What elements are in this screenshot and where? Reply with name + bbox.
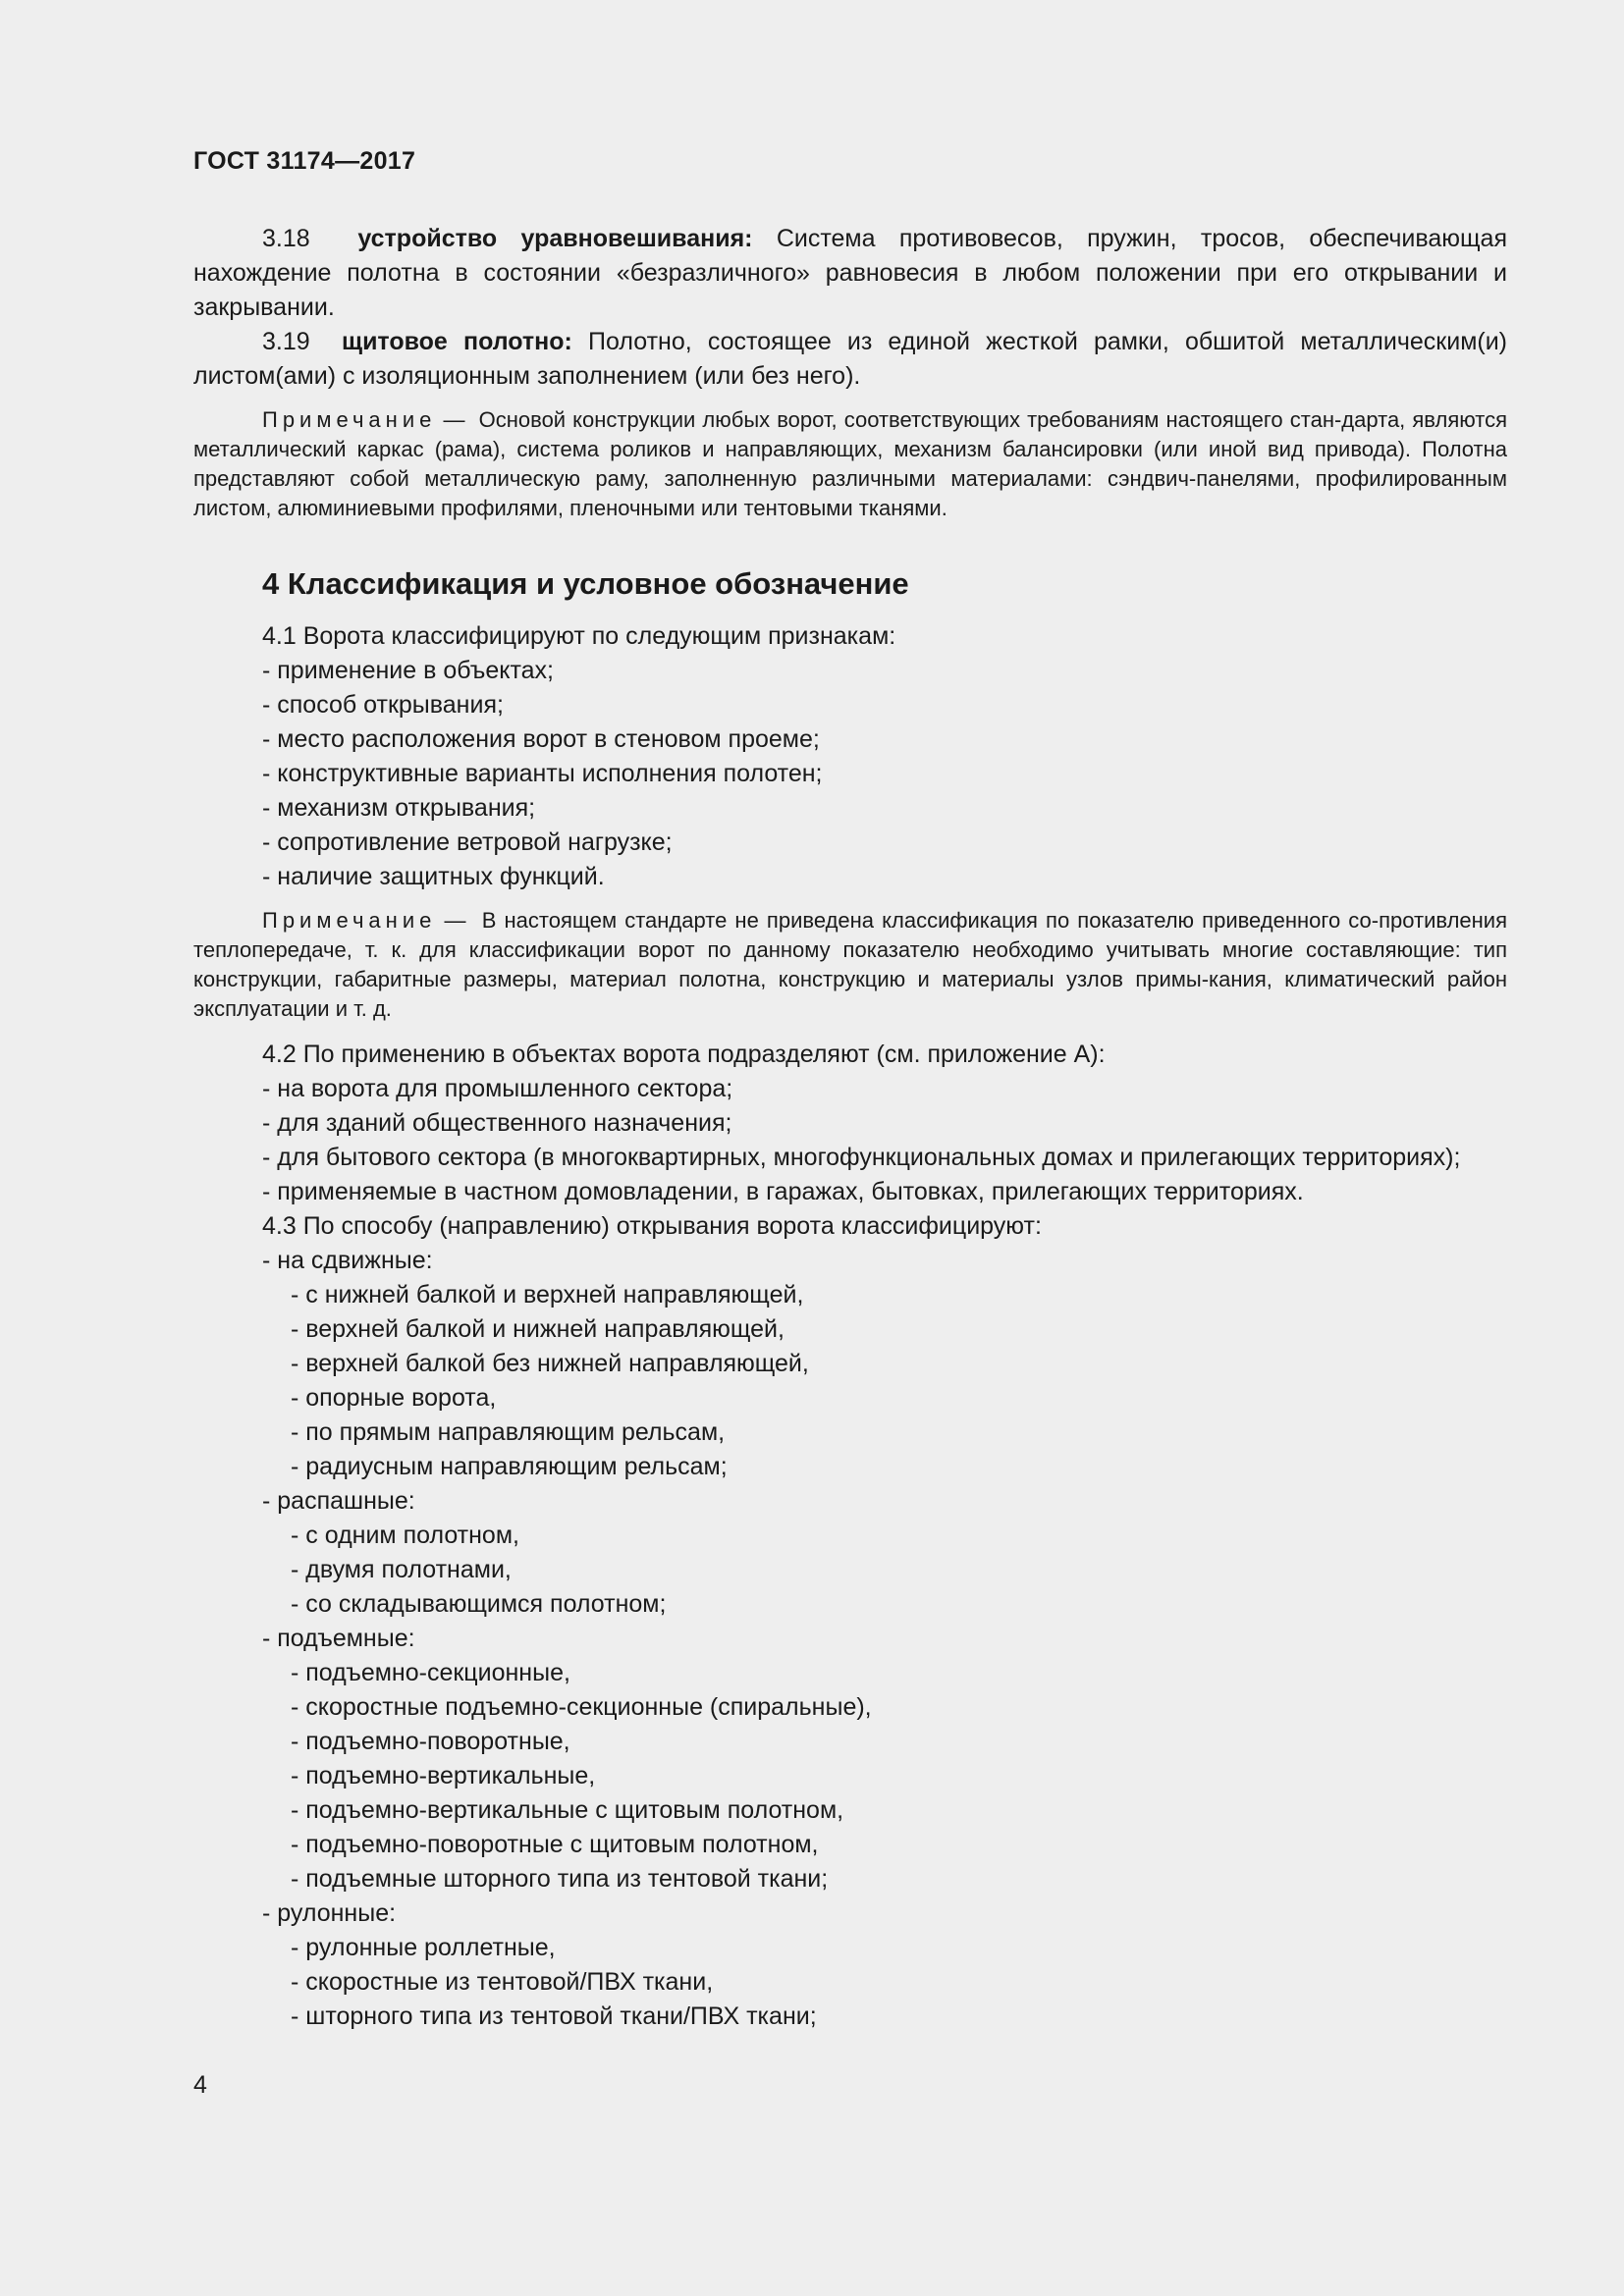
document-header: ГОСТ 31174—2017 xyxy=(193,147,416,175)
list-item: - конструктивные варианты исполнения полотен; xyxy=(262,760,823,787)
sub-list-item: - подъемно-вертикальные, xyxy=(291,1762,596,1789)
swing-gates-label: - распашные: xyxy=(262,1487,415,1515)
clause-term: устройство уравновешивания: xyxy=(357,225,753,252)
note-label: Примечание xyxy=(262,908,437,933)
sub-list-item: - скоростные подъемно-секционные (спиральные), xyxy=(291,1693,872,1721)
clause-text: Система противовесов, пружин, тросов, обеспечивающая нахождение полотна в состоянии «безразличного» равновесия в любом положении при его открывании и закрывании. xyxy=(193,225,1507,321)
sub-list-item: - шторного типа из тентовой ткани/ПВХ ткани; xyxy=(291,2002,817,2030)
note-2 xyxy=(193,906,1507,1024)
sub-list-item: - радиусным направляющим рельсам; xyxy=(291,1453,728,1480)
clause-4-1-intro: 4.1 Ворота классифицируют по следующим признакам: xyxy=(262,622,896,650)
sub-list-item: - с нижней балкой и верхней направляющей, xyxy=(291,1281,804,1308)
sub-list-item: - подъемно-секционные, xyxy=(291,1659,570,1686)
sub-list-item: - верхней балкой и нижней направляющей, xyxy=(291,1315,785,1343)
list-item: - сопротивление ветровой нагрузке; xyxy=(262,828,673,856)
sub-list-item: - подъемно-вертикальные с щитовым полотном, xyxy=(291,1796,844,1824)
clause-text: Полотно, состоящее из единой жесткой рамки, обшитой металлическим(и) листом(ами) с изоляционным заполнением (или без него). xyxy=(193,328,1507,390)
list-item: - применяемые в частном домовладении, в гаражах, бытовках, прилегающих территориях. xyxy=(262,1178,1304,1205)
list-item: - наличие защитных функций. xyxy=(262,863,605,890)
note-1 xyxy=(193,405,1507,523)
sub-list-item: - подъемно-поворотные с щитовым полотном, xyxy=(291,1831,819,1858)
sub-list-item: - подъемно-поворотные, xyxy=(291,1728,570,1755)
clause-4-2-intro: 4.2 По применению в объектах ворота подразделяют (см. приложение А): xyxy=(262,1041,1106,1068)
list-item: - для зданий общественного назначения; xyxy=(262,1109,732,1137)
list-item: - для бытового сектора (в многоквартирных, многофункциональных домах и прилегающих территориях); xyxy=(262,1144,1461,1171)
sub-list-item: - подъемные шторного типа из тентовой ткани; xyxy=(291,1865,829,1893)
clause-number: 3.18 xyxy=(262,225,310,252)
sub-list-item: - со складывающимся полотном; xyxy=(291,1590,667,1618)
lifting-gates-label: - подъемные: xyxy=(262,1625,415,1652)
sub-list-item: - опорные ворота, xyxy=(291,1384,497,1412)
section-4-title: 4 Классификация и условное обозначение xyxy=(262,566,909,601)
roller-gates-label: - рулонные: xyxy=(262,1899,397,1927)
clause-4-1-list xyxy=(193,654,1507,894)
note-label: Примечание xyxy=(262,407,437,432)
clause-3-18 xyxy=(193,222,1507,325)
clause-4-3-intro: 4.3 По способу (направлению) открывания ворота классифицируют: xyxy=(262,1212,1042,1240)
note-text: Основой конструкции любых ворот, соответствующих требованиям настоящего стан-дарта, являются металлический каркас (рама), система роликов и направляющих, механизм балансировки (или иной вид привода). Полотна представляют собой металлическую раму, заполненную различными материалами: сэндвич-панелями, профилированным листом, алюминиевыми профилями, пленочными или тентовыми тканями. xyxy=(193,407,1507,520)
clause-term: щитовое полотно: xyxy=(341,328,572,355)
note-text: В настоящем стандарте не приведена классификация по показателю приведенного со-противления теплопередаче, т. к. для классификации ворот по данному показателю необходимо учитывать многие составляющие: тип конструкции, габаритные размеры, материал полотна, конструкцию и материалы узлов примы-кания, климатический район эксплуатации и т. д. xyxy=(193,908,1507,1021)
sub-list-item: - двумя полотнами, xyxy=(291,1556,512,1583)
sub-list-item: - верхней балкой без нижней направляющей, xyxy=(291,1350,809,1377)
sub-list-item: - скоростные из тентовой/ПВХ ткани, xyxy=(291,1968,714,1996)
list-item: - на ворота для промышленного сектора; xyxy=(262,1075,733,1102)
list-item: - механизм открывания; xyxy=(262,794,536,822)
list-item: - способ открывания; xyxy=(262,691,504,719)
list-item: - место расположения ворот в стеновом проеме; xyxy=(262,725,820,753)
note-dash: — xyxy=(444,908,466,933)
clause-3-19 xyxy=(193,325,1507,394)
page-number: 4 xyxy=(193,2071,207,2099)
list-item: - применение в объектах; xyxy=(262,657,554,684)
clause-number: 3.19 xyxy=(262,328,310,355)
sub-list-item: - с одним полотном, xyxy=(291,1522,519,1549)
sub-list-item: - рулонные роллетные, xyxy=(291,1934,556,1961)
note-dash: — xyxy=(443,407,465,432)
document-body xyxy=(193,222,1507,2034)
sub-list-item: - по прямым направляющим рельсам, xyxy=(291,1418,726,1446)
sliding-gates-label: - на сдвижные: xyxy=(262,1247,433,1274)
